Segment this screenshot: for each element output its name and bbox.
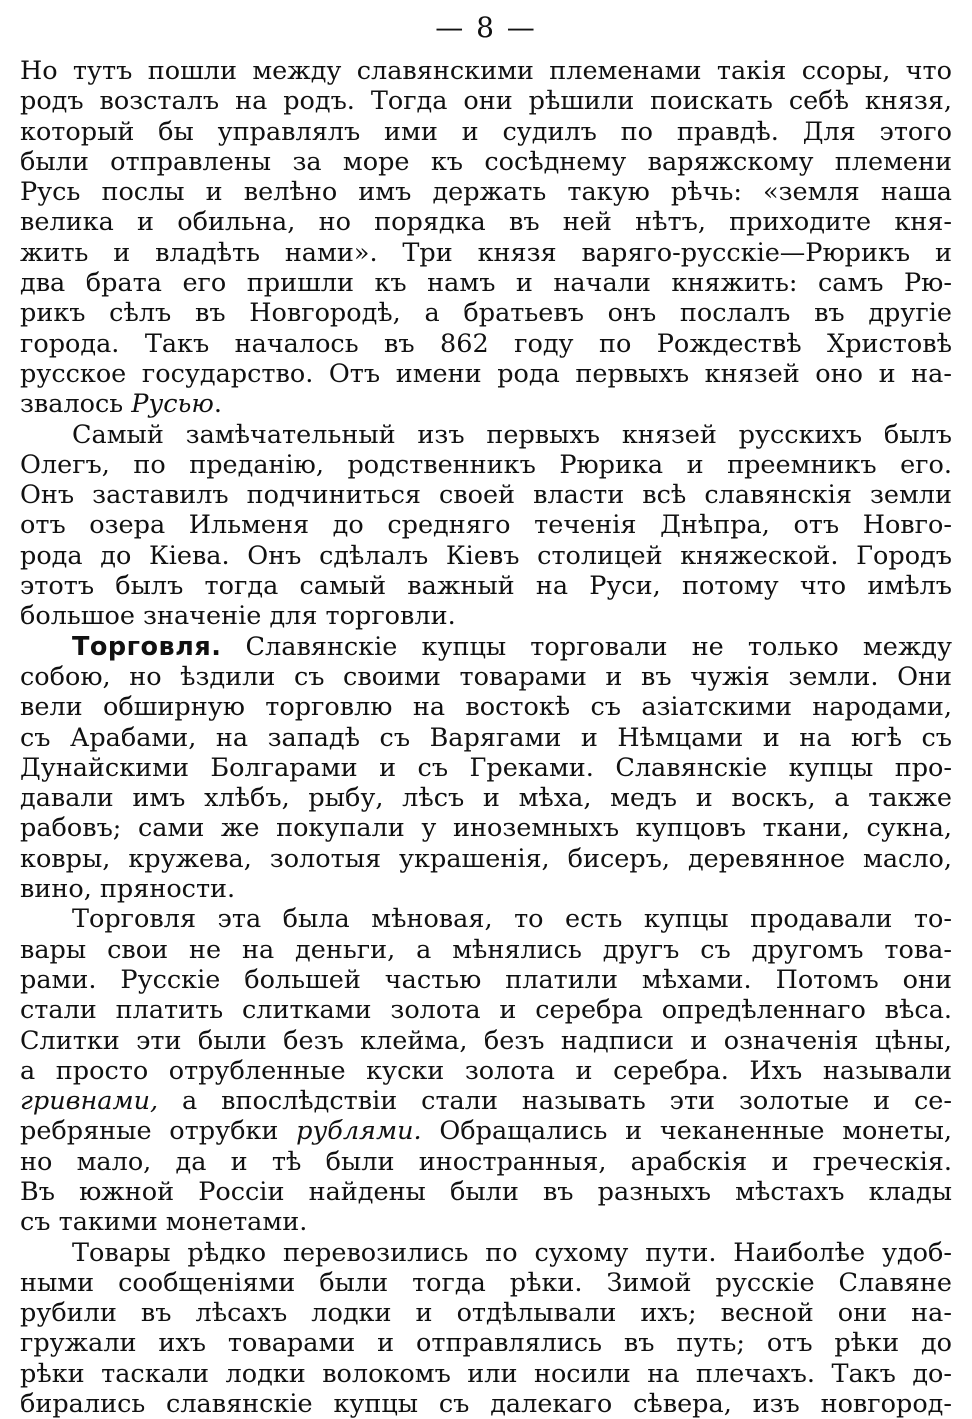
text-line: Товары рѣдко перевозились по сухому пути. Наиболѣе удоб- <box>72 1237 952 1268</box>
paragraph-3 <box>20 632 952 905</box>
text-line <box>20 632 952 662</box>
text-segment: . <box>213 389 222 420</box>
text-line: ными сообщеніями были тогда рѣки. Зимой русскіе Славяне <box>20 1267 952 1298</box>
italic-term: Русью <box>131 389 214 420</box>
paragraph-2 <box>20 420 952 632</box>
text-line: рода до Кіева. Онъ сдѣлалъ Кіевъ столицей княжеской. Городъ <box>20 540 952 571</box>
text-line: Олегъ, по преданію, родственникъ Рюрика и преемникъ его. <box>20 449 952 480</box>
text-line: Онъ заставилъ подчиниться своей власти всѣ славянскія земли <box>20 480 952 511</box>
section-heading: Торговля. <box>72 631 222 662</box>
text-segment: ребряные отрубки <box>20 1116 297 1147</box>
text-line: Торговля эта была мѣновая, то есть купцы продавали то- <box>72 904 952 935</box>
page-number: — 8 — <box>435 11 537 44</box>
text-line: съ Арабами, на западѣ съ Варягами и Нѣмцами и на югѣ съ <box>20 722 952 753</box>
paragraph-5 <box>20 1238 952 1419</box>
text-line: Самый замѣчательный изъ первыхъ князей русскихъ былъ <box>72 419 952 450</box>
text-line: ковры, кружева, золотыя украшенія, бисеръ, деревянное масло, <box>20 843 952 874</box>
text-line: отъ озера Ильменя до средняго теченія Днѣпра, отъ Новго- <box>20 510 952 541</box>
text-line: давали имъ хлѣбъ, рыбу, лѣсъ и мѣха, медъ и воскъ, а также <box>20 783 952 814</box>
text-line: съ такими монетами. <box>20 1207 308 1238</box>
text-line: который бы управлялъ ими и судилъ по правдѣ. Для этого <box>20 116 952 147</box>
text-line: большое значеніе для торговли. <box>20 601 456 632</box>
text-line: вели обширную торговлю на востокѣ съ азіатскими народами, <box>20 692 952 723</box>
text-line <box>20 1086 952 1116</box>
text-line: стали платить слитками золота и серебра опредѣленнаго вѣса. <box>20 995 952 1026</box>
text-segment: Обращались и чеканенные монеты, <box>421 1116 952 1147</box>
text-line: рѣки таскали лодки волокомъ или носили на плечахъ. Такъ до- <box>20 1358 952 1389</box>
text-line: рикъ сѣлъ въ Новгородѣ, а братьевъ онъ послалъ въ другіе <box>20 298 952 329</box>
text-segment: Славянскіе купцы торговали не только между <box>221 631 952 662</box>
text-line <box>20 389 952 419</box>
text-line: гружали ихъ товарами и отправлялись въ путь; отъ рѣки до <box>20 1328 952 1359</box>
text-line: Въ южной Россіи найдены были въ разныхъ мѣстахъ клады <box>20 1176 952 1207</box>
text-line: были отправлены за море къ сосѣднему варяжскому племени <box>20 146 952 177</box>
italic-term: гривнами, <box>20 1086 159 1117</box>
text-segment: звалось <box>20 389 132 420</box>
text-line: рами. Русскіе большей частью платили мѣхами. Потомъ они <box>20 964 952 995</box>
text-line: русское государство. Отъ имени рода первыхъ князей оно и на- <box>20 358 952 389</box>
text-line: жить и владѣть нами». Три князя варяго-русскіе—Рюрикъ и <box>20 237 952 268</box>
text-line: города. Такъ началось въ 862 году по Рождествѣ Христовѣ <box>20 328 952 359</box>
text-line: два брата его пришли къ намъ и начали княжить: самъ Рю- <box>20 268 952 299</box>
paragraph-4 <box>20 904 952 1237</box>
text-line: вары свои не на деньги, а мѣнялись другъ съ другомъ това- <box>20 934 952 965</box>
text-line: рабовъ; сами же покупали у иноземныхъ купцовъ ткани, сукна, <box>20 813 952 844</box>
text-segment: а впослѣдствіи стали называть эти золотые и се- <box>158 1086 952 1117</box>
text-line: рубили въ лѣсахъ лодки и отдѣлывали ихъ; весной они на- <box>20 1298 952 1329</box>
italic-term: рублями. <box>296 1116 422 1147</box>
text-line: но мало, да и тѣ были иностранныя, арабскія и греческія. <box>20 1146 952 1177</box>
text-line: велика и обильна, но порядка въ ней нѣтъ, приходите кня- <box>20 207 952 238</box>
text-line: бирались славянскіе купцы съ далекаго сѣвера, изъ новгород- <box>20 1389 952 1419</box>
page <box>20 6 952 1419</box>
text-line: Слитки эти были безъ клейма, безъ надписи и означенія цѣны, <box>20 1025 952 1056</box>
text-line: собою, но ѣздили съ своими товарами и въ чужія земли. Они <box>20 661 952 692</box>
text-line <box>20 1116 952 1146</box>
paragraph-1 <box>20 56 952 420</box>
text-line: Русь послы и велѣно имъ держать такую рѣчь: «земля наша <box>20 177 952 208</box>
text-line: этотъ былъ тогда самый важный на Руси, потому что имѣлъ <box>20 571 952 602</box>
text-line: Дунайскими Болгарами и съ Греками. Славянскіе купцы про- <box>20 752 952 783</box>
text-line: вино, пряности. <box>20 874 236 905</box>
text-line: родъ возсталъ на родъ. Тогда они рѣшили поискать себѣ князя, <box>20 86 952 117</box>
text-line: Но тутъ пошли между славянскими племенами такія ссоры, что <box>20 56 952 86</box>
text-line: а просто отрубленные куски золота и серебра. Ихъ называли <box>20 1055 952 1086</box>
